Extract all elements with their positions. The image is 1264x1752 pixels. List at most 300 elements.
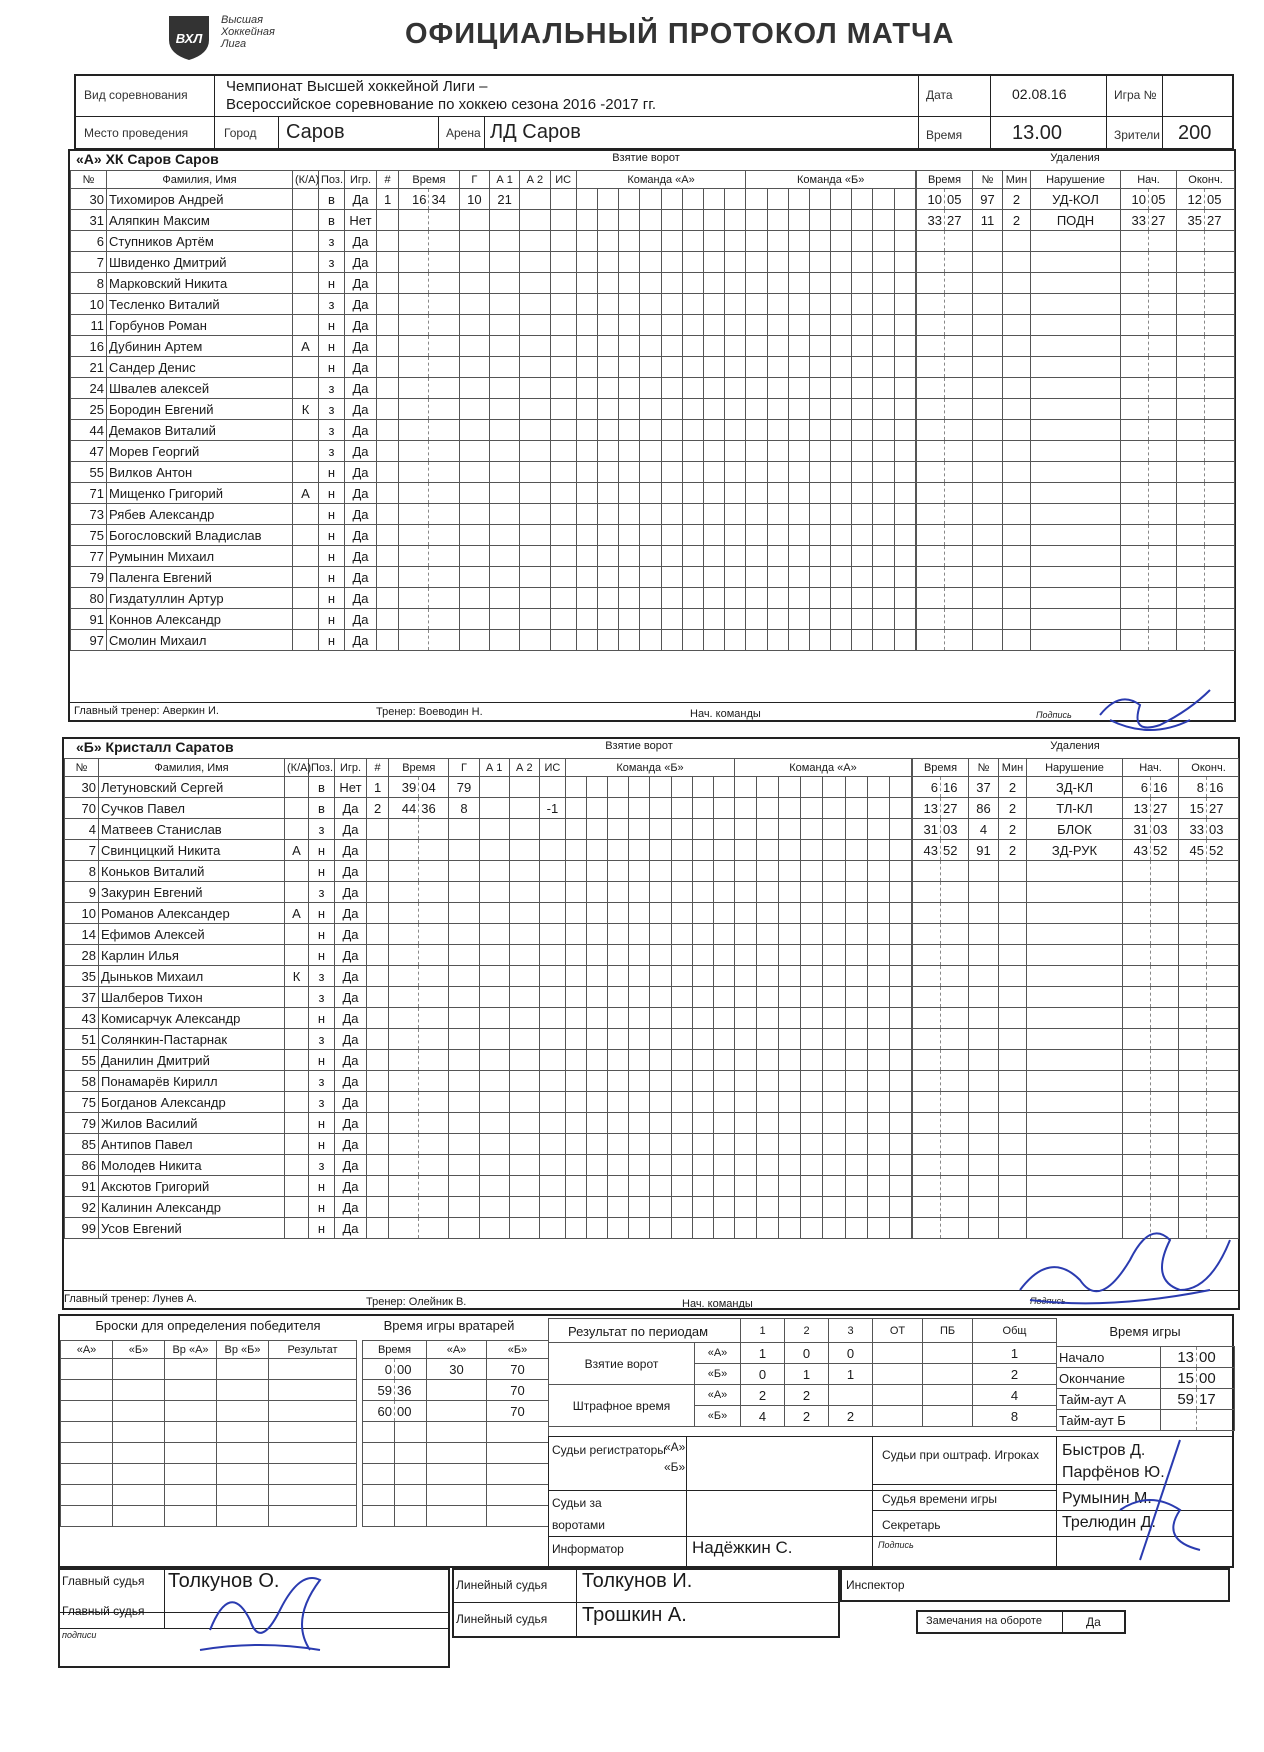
on-ice-cell <box>831 210 852 231</box>
on-ice-cell <box>661 399 682 420</box>
team-b-sign-label: Подпись <box>1030 1296 1066 1306</box>
player-captain-mark <box>293 378 319 399</box>
on-ice-cell <box>757 945 779 966</box>
goal-strength <box>550 252 576 273</box>
on-ice-cell <box>566 777 587 798</box>
pen-start-min: 31 <box>1123 819 1151 840</box>
shootout-cell <box>61 1380 113 1401</box>
pen-minutes <box>999 1008 1027 1029</box>
pen-infraction <box>1031 504 1121 525</box>
pen-player <box>969 1113 999 1134</box>
pen-start-min <box>1121 357 1149 378</box>
on-ice-cell <box>661 588 682 609</box>
pen-minutes <box>999 1155 1027 1176</box>
on-ice-cell <box>809 252 830 273</box>
goal-sec <box>419 882 449 903</box>
shootout-row <box>61 1380 357 1401</box>
player-row <box>71 315 377 336</box>
pen-infraction <box>1027 1008 1123 1029</box>
on-ice-cell <box>894 504 915 525</box>
player-position: з <box>309 882 335 903</box>
on-ice-cell <box>566 903 587 924</box>
on-ice-cell <box>703 378 724 399</box>
player-position: н <box>319 588 345 609</box>
pen-time-sec <box>945 315 973 336</box>
on-ice-cell <box>692 1029 713 1050</box>
on-ice-cell <box>734 861 756 882</box>
goal-strength <box>550 399 576 420</box>
col-period-ot: ОТ <box>873 1319 923 1343</box>
time-value: 13.00 <box>1012 122 1063 144</box>
pen-start-sec <box>1149 630 1177 651</box>
spectators-label: Зрители <box>1114 128 1160 142</box>
on-ice-cell <box>746 336 767 357</box>
on-ice-cell <box>809 336 830 357</box>
header-grid <box>74 74 1234 150</box>
on-ice-cell <box>661 567 682 588</box>
on-ice-cell <box>809 441 830 462</box>
on-ice-cell <box>809 462 830 483</box>
goal-row <box>367 1050 912 1071</box>
penalty-row <box>913 798 1239 819</box>
pen-player <box>969 1092 999 1113</box>
on-ice-cell <box>801 1113 823 1134</box>
player-position: в <box>319 189 345 210</box>
goal-min <box>399 609 429 630</box>
on-ice-cell <box>734 1155 756 1176</box>
pen-time-sec <box>941 1134 969 1155</box>
goal-scorer <box>459 462 489 483</box>
goal-assist-2 <box>520 630 550 651</box>
team-a-trainer: Тренер: Воеводин Н. <box>376 706 483 718</box>
goal-scorer <box>449 1008 479 1029</box>
goal-assist-1 <box>479 1113 509 1134</box>
pen-start-sec <box>1151 1113 1179 1134</box>
on-ice-cell <box>845 924 867 945</box>
goal-scorer <box>449 861 479 882</box>
on-ice-cell <box>587 966 608 987</box>
on-ice-cell <box>889 777 911 798</box>
goal-min <box>389 1218 419 1239</box>
goal-assist-1 <box>479 1218 509 1239</box>
on-ice-cell <box>894 546 915 567</box>
player-number: 47 <box>71 441 107 462</box>
goal-assist-1 <box>489 273 519 294</box>
goal-sec <box>419 1092 449 1113</box>
on-ice-cell <box>889 1092 911 1113</box>
period-value <box>923 1364 973 1385</box>
on-ice-cell <box>587 840 608 861</box>
goal-sec <box>419 819 449 840</box>
penalty-row <box>913 861 1239 882</box>
on-ice-cell <box>767 630 788 651</box>
goal-assist-2 <box>520 294 550 315</box>
pen-infraction <box>1027 1092 1123 1113</box>
on-ice-cell <box>894 567 915 588</box>
on-ice-cell <box>757 903 779 924</box>
pen-start-sec <box>1151 924 1179 945</box>
on-ice-cell <box>566 1197 587 1218</box>
shootout-cell <box>113 1464 165 1485</box>
pen-minutes <box>1003 546 1031 567</box>
player-played: Да <box>335 945 367 966</box>
pen-end-sec: 27 <box>1205 210 1235 231</box>
on-ice-cell <box>867 882 889 903</box>
player-played: Да <box>335 882 367 903</box>
pen-minutes <box>999 987 1027 1008</box>
on-ice-cell <box>873 420 894 441</box>
on-ice-cell <box>823 840 845 861</box>
on-ice-cell <box>873 567 894 588</box>
pen-infraction <box>1027 1197 1123 1218</box>
goal-sec <box>419 924 449 945</box>
goal-assist-2 <box>520 189 550 210</box>
pen-player <box>969 903 999 924</box>
goal-sec <box>429 441 459 462</box>
on-ice-cell <box>823 1176 845 1197</box>
team-a-penalties <box>916 170 1235 651</box>
col-ka: (К/А) <box>293 171 319 189</box>
on-ice-cell <box>757 987 779 1008</box>
goal-assist-1 <box>489 441 519 462</box>
player-captain-mark <box>285 882 309 903</box>
on-ice-cell <box>566 1155 587 1176</box>
pen-player: 91 <box>969 840 999 861</box>
player-played: Да <box>345 546 377 567</box>
period-value: 1 <box>973 1343 1057 1364</box>
on-ice-cell <box>597 588 618 609</box>
goal-row <box>377 588 916 609</box>
pen-end-min <box>1177 609 1205 630</box>
goalie-row <box>363 1380 549 1401</box>
officials-sign-label: Подпись <box>878 1540 914 1550</box>
goal-sec: 34 <box>429 189 459 210</box>
penalty-row <box>917 483 1235 504</box>
shootout-row <box>61 1506 357 1527</box>
player-number: 31 <box>71 210 107 231</box>
on-ice-cell <box>894 609 915 630</box>
shootout-col-2: Вр «А» <box>165 1341 217 1359</box>
shootout-cell <box>113 1359 165 1380</box>
player-played: Да <box>345 399 377 420</box>
goal-number <box>377 504 399 525</box>
goal-scorer: 8 <box>449 798 479 819</box>
goal-scorer <box>459 609 489 630</box>
gametime-title: Время игры <box>1109 1324 1181 1339</box>
on-ice-cell <box>629 1071 650 1092</box>
on-ice-cell <box>587 819 608 840</box>
player-captain-mark <box>285 1029 309 1050</box>
goal-assist-2 <box>509 903 539 924</box>
on-ice-cell <box>650 1008 671 1029</box>
period-value: 0 <box>829 1343 873 1364</box>
goal-number <box>377 294 399 315</box>
on-ice-cell <box>619 378 640 399</box>
on-ice-cell <box>713 987 734 1008</box>
on-ice-cell <box>852 441 873 462</box>
goal-sec <box>429 336 459 357</box>
pen-end-min <box>1179 1050 1207 1071</box>
player-name: Горбунов Роман <box>107 315 293 336</box>
goal-assist-1 <box>479 861 509 882</box>
on-ice-cell <box>873 378 894 399</box>
on-ice-cell <box>734 1008 756 1029</box>
on-ice-cell <box>692 966 713 987</box>
on-ice-cell <box>608 945 629 966</box>
goal-row <box>367 819 912 840</box>
goal-min <box>399 357 429 378</box>
on-ice-cell <box>867 1134 889 1155</box>
goal-sec <box>429 525 459 546</box>
on-ice-cell <box>619 336 640 357</box>
on-ice-cell <box>661 504 682 525</box>
pen-end-min <box>1179 903 1207 924</box>
on-ice-cell <box>889 924 911 945</box>
date-label: Дата <box>926 88 953 102</box>
player-name: Коннов Александр <box>107 609 293 630</box>
goal-min <box>399 231 429 252</box>
on-ice-cell <box>725 504 746 525</box>
on-ice-cell <box>867 987 889 1008</box>
pen-player <box>973 315 1003 336</box>
pen-start-min <box>1123 903 1151 924</box>
col-pen-start: Нач. <box>1123 759 1179 777</box>
goal-assist-1 <box>479 819 509 840</box>
on-ice-cell <box>597 525 618 546</box>
player-number: 35 <box>65 966 99 987</box>
on-ice-cell <box>682 504 703 525</box>
on-ice-cell <box>661 483 682 504</box>
on-ice-cell <box>757 1050 779 1071</box>
pen-infraction <box>1027 1134 1123 1155</box>
on-ice-cell <box>640 315 661 336</box>
goal-strength <box>550 420 576 441</box>
on-ice-cell <box>640 546 661 567</box>
goal-row <box>367 1092 912 1113</box>
pen-time-sec <box>945 252 973 273</box>
goal-min <box>389 1050 419 1071</box>
on-ice-cell <box>576 357 597 378</box>
player-captain-mark: А <box>293 483 319 504</box>
player-position: н <box>319 357 345 378</box>
pen-player: 11 <box>973 210 1003 231</box>
on-ice-cell <box>831 273 852 294</box>
pen-time-min: 13 <box>913 798 941 819</box>
on-ice-cell <box>725 525 746 546</box>
player-name: Морев Георгий <box>107 441 293 462</box>
on-ice-cell <box>661 378 682 399</box>
on-ice-cell <box>619 483 640 504</box>
pen-end-sec <box>1207 1197 1239 1218</box>
on-ice-cell <box>566 882 587 903</box>
goal-scorer <box>449 1176 479 1197</box>
on-ice-cell <box>576 315 597 336</box>
pen-time-sec <box>941 1218 969 1239</box>
pen-infraction <box>1027 903 1123 924</box>
player-played: Да <box>345 420 377 441</box>
pen-end-sec <box>1205 567 1235 588</box>
pen-infraction <box>1027 966 1123 987</box>
player-name: Румынин Михаил <box>107 546 293 567</box>
goal-row <box>377 357 916 378</box>
on-ice-cell <box>640 609 661 630</box>
on-ice-cell <box>801 1176 823 1197</box>
penalty-row <box>917 630 1235 651</box>
goal-sec <box>429 609 459 630</box>
on-ice-cell <box>629 1218 650 1239</box>
on-ice-cell <box>767 231 788 252</box>
on-ice-cell <box>801 987 823 1008</box>
on-ice-cell <box>867 1071 889 1092</box>
pen-start-min <box>1121 315 1149 336</box>
shootout-cell <box>165 1506 217 1527</box>
player-row <box>65 1071 367 1092</box>
on-ice-cell <box>713 819 734 840</box>
pen-end-min <box>1179 987 1207 1008</box>
shootout-row <box>61 1464 357 1485</box>
pen-player <box>973 630 1003 651</box>
on-ice-cell <box>779 1176 801 1197</box>
player-played: Да <box>345 504 377 525</box>
pen-start-min <box>1121 546 1149 567</box>
gametime-row <box>1057 1389 1235 1410</box>
pen-start-min <box>1121 588 1149 609</box>
on-ice-cell <box>682 441 703 462</box>
on-ice-cell <box>713 777 734 798</box>
on-ice-cell <box>725 483 746 504</box>
on-ice-cell <box>703 189 724 210</box>
player-position: н <box>309 1008 335 1029</box>
on-ice-cell <box>629 861 650 882</box>
goalie-cell <box>395 1485 427 1506</box>
pen-start-min <box>1123 882 1151 903</box>
period-value: 1 <box>785 1364 829 1385</box>
pen-player: 37 <box>969 777 999 798</box>
player-captain-mark <box>285 1050 309 1071</box>
on-ice-cell <box>576 546 597 567</box>
on-ice-cell <box>640 588 661 609</box>
player-name: Дыньков Михаил <box>99 966 285 987</box>
on-ice-cell <box>823 819 845 840</box>
on-ice-cell <box>867 903 889 924</box>
goalie-cell <box>427 1443 487 1464</box>
player-row <box>71 567 377 588</box>
on-ice-cell <box>713 903 734 924</box>
pen-player <box>969 987 999 1008</box>
goal-row <box>377 399 916 420</box>
col-team-a: Команда «А» <box>734 759 911 777</box>
goal-assist-2 <box>509 987 539 1008</box>
pen-player <box>969 882 999 903</box>
on-ice-cell <box>852 315 873 336</box>
on-ice-cell <box>608 861 629 882</box>
on-ice-cell <box>845 1176 867 1197</box>
on-ice-cell <box>801 1050 823 1071</box>
on-ice-cell <box>757 1071 779 1092</box>
on-ice-cell <box>619 462 640 483</box>
on-ice-cell <box>608 1071 629 1092</box>
pen-start-min: 33 <box>1121 210 1149 231</box>
pen-end-sec <box>1207 1134 1239 1155</box>
on-ice-cell <box>746 525 767 546</box>
goal-number <box>377 231 399 252</box>
goal-assist-2 <box>520 231 550 252</box>
col-pen-min: Мин <box>1003 171 1031 189</box>
pen-end-sec <box>1207 1029 1239 1050</box>
on-ice-cell <box>576 441 597 462</box>
on-ice-cell <box>845 861 867 882</box>
pen-start-min <box>1123 966 1151 987</box>
on-ice-cell <box>608 1155 629 1176</box>
goalie-cell <box>395 1422 427 1443</box>
pen-time-min <box>917 252 945 273</box>
penalty-row <box>917 609 1235 630</box>
pen-start-sec <box>1151 882 1179 903</box>
on-ice-cell <box>671 1029 692 1050</box>
goal-row <box>367 966 912 987</box>
goal-assist-1 <box>489 630 519 651</box>
pen-end-min: 15 <box>1179 798 1207 819</box>
on-ice-cell <box>845 903 867 924</box>
penalty-row <box>917 399 1235 420</box>
on-ice-cell <box>713 1113 734 1134</box>
pen-end-min <box>1177 336 1205 357</box>
on-ice-cell <box>608 924 629 945</box>
on-ice-cell <box>661 357 682 378</box>
player-number: 70 <box>65 798 99 819</box>
goal-sec <box>419 1218 449 1239</box>
pen-time-min <box>917 525 945 546</box>
arena-value: ЛД Саров <box>490 121 581 143</box>
goal-assist-2 <box>520 378 550 399</box>
shootout-col-1: «Б» <box>113 1341 165 1359</box>
pen-minutes <box>1003 336 1031 357</box>
on-ice-cell <box>894 273 915 294</box>
goal-number <box>367 924 389 945</box>
on-ice-cell <box>629 1008 650 1029</box>
goal-row <box>377 189 916 210</box>
goal-row <box>377 294 916 315</box>
player-played: Да <box>345 609 377 630</box>
shootout-cell <box>113 1422 165 1443</box>
on-ice-cell <box>734 903 756 924</box>
player-number: 91 <box>71 609 107 630</box>
col-goal-hash: # <box>377 171 399 189</box>
on-ice-cell <box>640 231 661 252</box>
on-ice-cell <box>692 1008 713 1029</box>
goal-assist-1 <box>489 420 519 441</box>
pen-minutes <box>999 1176 1027 1197</box>
goalie-row <box>363 1506 549 1527</box>
player-position: н <box>309 1176 335 1197</box>
goal-strength <box>539 1050 565 1071</box>
on-ice-cell <box>788 630 809 651</box>
col-pos: Поз. <box>319 171 345 189</box>
goal-strength <box>550 336 576 357</box>
on-ice-cell <box>852 231 873 252</box>
on-ice-cell <box>894 630 915 651</box>
on-ice-cell <box>619 630 640 651</box>
goal-min <box>399 525 429 546</box>
on-ice-cell <box>692 1155 713 1176</box>
on-ice-cell <box>852 336 873 357</box>
on-ice-cell <box>831 630 852 651</box>
goal-number <box>367 1008 389 1029</box>
pen-minutes: 2 <box>999 798 1027 819</box>
on-ice-cell <box>640 378 661 399</box>
informer-value: Надёжкин С. <box>692 1538 793 1557</box>
goal-row <box>367 903 912 924</box>
